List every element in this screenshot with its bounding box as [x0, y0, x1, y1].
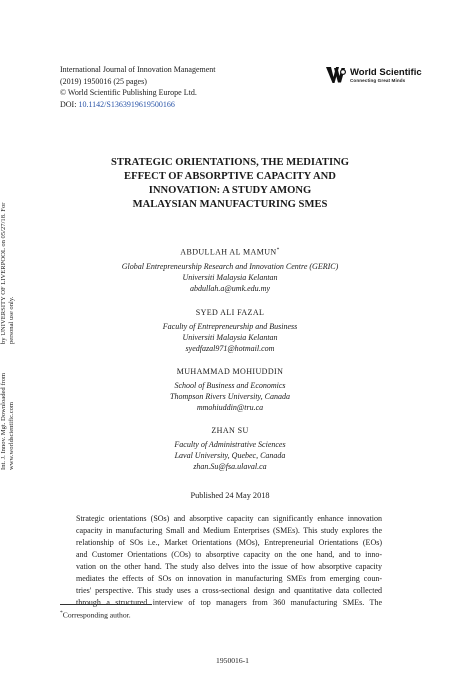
author-affiliation: Universiti Malaysia Kelantan — [182, 333, 278, 342]
journal-doi — [60, 99, 320, 111]
footnote-mark: * — [60, 610, 63, 616]
author-name: ABDULLAH AL MAMUN* — [180, 247, 280, 257]
publisher-name: World Scientific — [350, 67, 422, 78]
title-line: EFFECT OF ABSORPTIVE CAPACITY AND — [124, 171, 336, 182]
author-block — [60, 307, 400, 354]
author-affiliation: Faculty of Entrepreneurship and Business — [162, 322, 298, 331]
abstract-line: vation on the other hand. The study also delves into the issue of how absorptive capacity — [76, 562, 382, 571]
author-email[interactable]: mmohiuddin@tru.ca — [196, 403, 264, 412]
download-note-line-2: by UNIVERSITY OF LIVERPOOL on 05/27/18. For personal use only. — [0, 202, 15, 344]
author-name: MUHAMMAD MOHIUDDIN — [176, 367, 284, 376]
abstract-line: and Customer Orientations (COs) to absorptive capacity on the one hand, and to inno- — [76, 550, 382, 559]
footnote-divider — [60, 604, 152, 605]
author-email[interactable]: syedfazal971@hotmail.com — [185, 344, 275, 353]
title-line: INNOVATION: A STUDY AMONG — [148, 185, 312, 196]
world-scientific-logo-icon — [325, 64, 347, 86]
journal-header — [60, 64, 320, 110]
abstract — [76, 513, 382, 609]
author-affiliation: Global Entrepreneurship Research and Innovation Centre (GERIC) — [121, 261, 339, 271]
abstract-line: tries' perspective. This study uses a cross-sectional design and quantitative data collected — [76, 586, 382, 595]
author-affiliation: Thompson Rivers University, Canada — [170, 392, 290, 401]
title-line: STRATEGIC ORIENTATIONS, THE MEDIATING — [110, 157, 350, 168]
author-affiliation: Faculty of Administrative Sciences — [174, 440, 286, 449]
corresponding-author-mark: * — [276, 247, 280, 253]
abstract-line: capacity in manufacturing Small and Medium Enterprises (SMEs). This study explores the — [76, 526, 382, 535]
author-name: SYED ALI FAZAL — [195, 308, 265, 317]
publisher-logo — [325, 64, 445, 86]
abstract-line: through a structured interview of top managers from 360 manufacturing SMEs. The — [76, 598, 382, 607]
author-block — [60, 425, 400, 472]
paper-title — [70, 156, 390, 212]
author-name: ZHAN SU — [211, 426, 249, 435]
author-email[interactable]: abdullah.a@umk.edu.my — [189, 283, 270, 293]
title-line: MALAYSIAN MANUFACTURING SMES — [132, 199, 328, 210]
author-block — [60, 366, 400, 413]
journal-volume: (2019) 1950016 (25 pages) — [60, 76, 147, 86]
download-note-line-1: Int. J. Innov. Mgt. Downloaded from www.worldscientific.com — [0, 372, 15, 470]
author-email[interactable]: zhan.Su@fsa.ulaval.ca — [193, 462, 267, 471]
page-number: 1950016-1 — [216, 656, 249, 665]
journal-name: International Journal of Innovation Management — [60, 65, 216, 74]
author-affiliation: School of Business and Economics — [174, 381, 286, 390]
doi-link[interactable]: 10.1142/S1363919619500166 — [78, 99, 175, 109]
published-date: Published 24 May 2018 — [190, 491, 270, 500]
abstract-line: mediates the effects of SOs on innovation in manufacturing SMEs from emerging coun- — [76, 574, 382, 583]
abstract-line: Strategic orientations (SOs) and absorptive capacity can significantly enhance innovation — [76, 514, 382, 523]
abstract-line: relationship of SOs i.e., Market Orientations (MOs), Entrepreneurial Orientations (EOs) — [76, 538, 382, 547]
publisher-tagline: Connecting Great Minds — [350, 78, 406, 83]
doi-label: DOI: — [60, 99, 79, 109]
footnote — [60, 610, 131, 620]
footnote-text: Corresponding author. — [62, 610, 131, 620]
journal-copyright: © World Scientific Publishing Europe Ltd. — [60, 88, 197, 97]
author-affiliation: Universiti Malaysia Kelantan — [182, 272, 278, 282]
logo-text — [350, 67, 422, 83]
download-note — [0, 200, 26, 470]
author-block — [60, 245, 400, 294]
author-affiliation: Laval University, Quebec, Canada — [174, 451, 286, 460]
